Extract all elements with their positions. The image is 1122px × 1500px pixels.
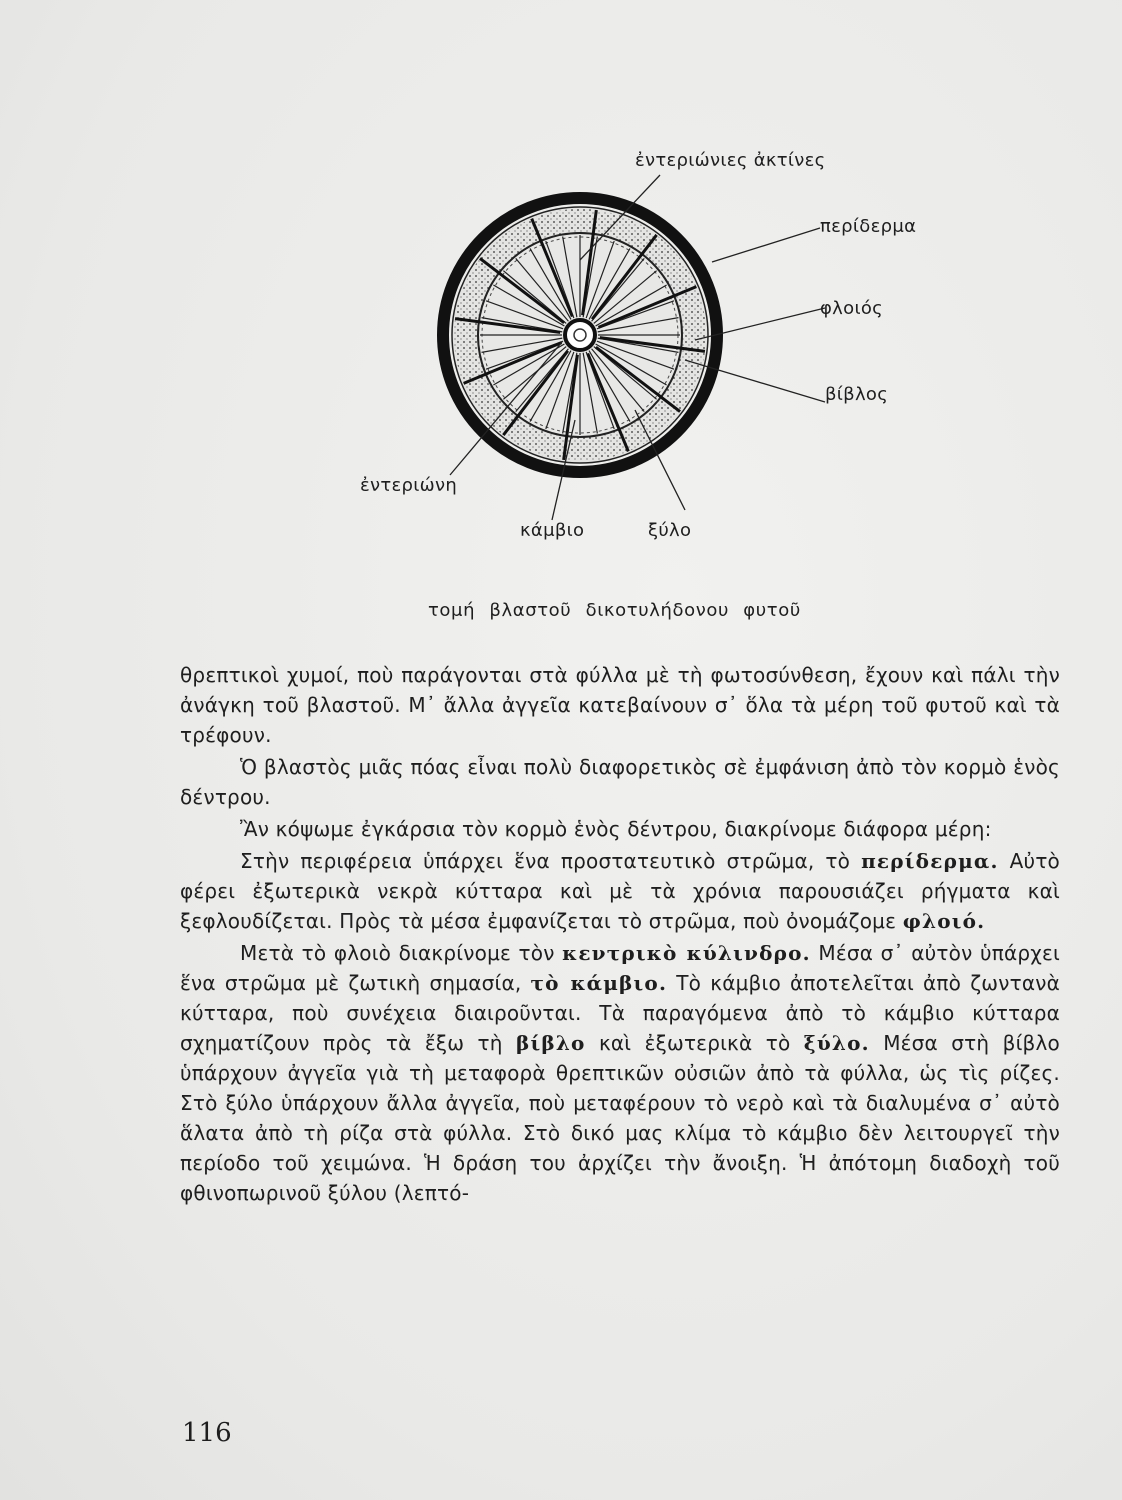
label-xylem: ξύλο <box>648 520 692 541</box>
paragraph-2: Ὁ βλαστὸς μιᾶς πόας εἶναι πολὺ διαφορετικὸς σὲ ἐμφάνιση ἀπὸ τὸν κορμὸ ἑνὸς δέντρου. <box>180 755 1060 809</box>
paragraph-5: Μετὰ τὸ φλοιὸ διακρίνομε τὸν κεντρικὸ κύλινδρο. Μέσα σ᾽ αὐτὸν ὑπάρχει ἕνα στρῶμα μὲ ζωτικὴ σημασία, τὸ κάμβιο. Τὸ κάμβιο ἀποτελεῖται ἀπὸ ζωντανὰ κύτταρα, ποὺ συνέχεια διαιροῦνται. Τὰ παραγόμενα ἀπὸ τὸ κάμβιο κύτταρα σχηματίζουν πρὸς τὰ ἔξω τὴ βίβλο καὶ ἐξωτερικὰ τὸ ξύλο. Μέσα στὴ βίβλο ὑπάρχουν ἀγγεῖα γιὰ τὴ μεταφορὰ θρεπτικῶν οὐσιῶν ἀπὸ τὰ φύλλα, ὡς τὶς ρίζες. Στὸ ξύλο ὑπάρχουν ἄλλα ἀγγεῖα, ποὺ μεταφέρουν τὸ νερὸ καὶ τὰ διαλυμένα σ᾽ αὐτὸ ἅλατα ἀπὸ τὴ ρίζα στὰ φύλλα. Στὸ δικό μας κλίμα τὸ κάμβιο δὲν λειτουργεῖ τὴν περίοδο τοῦ χειμώνα. Ἡ δράση του ἀρχίζει τὴν ἄνοιξη. Ἡ ἀπότομη διαδοχὴ τοῦ φθινοπωρινοῦ ξύλου (λεπτό- <box>180 941 1060 1205</box>
stem-cross-section-figure <box>330 130 970 650</box>
term-cambium: τὸ κάμβιο. <box>530 971 668 995</box>
term-central-cylinder: κεντρικὸ κύλινδρο. <box>562 941 811 965</box>
page-number: 116 <box>182 1418 232 1448</box>
term-bark: φλοιό. <box>902 909 986 933</box>
term-xylem: ξύλο. <box>803 1031 870 1055</box>
term-phloem: βίβλο <box>515 1031 586 1055</box>
label-pith: ἐντεριώνη <box>360 475 458 496</box>
body-text <box>180 660 1060 1208</box>
paragraph-3: Ἂν κόψωμε ἐγκάρσια τὸν κορμὸ ἑνὸς δέντρου, διακρίνομε διάφορα μέρη: <box>240 817 992 841</box>
paragraph-1: θρεπτικοὶ χυμοί, ποὺ παράγονται στὰ φύλλα μὲ τὴ φωτοσύνθεση, ἔχουν καὶ πάλι τὴν ἀνάγκη τοῦ βλαστοῦ. Μ᾽ ἄλλα ἀγγεῖα κατεβαίνουν σ᾽ ὅλα τὰ μέρη τοῦ φυτοῦ καὶ τὰ τρέφουν. <box>180 663 1060 747</box>
paragraph-4: Στὴν περιφέρεια ὑπάρχει ἕνα προστατευτικὸ στρῶμα, τὸ περίδερμα. Αὐτὸ φέρει ἐξωτερικὰ νεκρὰ κύτταρα καὶ μὲ τὰ χρόνια παρουσιάζει ρήγματα καὶ ξεφλουδίζεται. Πρὸς τὰ μέσα ἐμφανίζεται τὸ στρῶμα, ποὺ ὀνομάζομε φλοιό. <box>180 849 1060 933</box>
label-cambium: κάμβιο <box>520 520 585 541</box>
label-bark: φλοιός <box>820 298 884 319</box>
label-phloem: βίβλος <box>825 384 889 405</box>
label-medullary-rays: ἐντεριώνιες ἀκτίνες <box>635 150 826 171</box>
figure-caption: τομή βλαστοῦ δικοτυλήδονου φυτοῦ <box>428 600 801 621</box>
label-periderm: περίδερμα <box>820 216 917 237</box>
term-periderm: περίδερμα. <box>861 849 999 873</box>
